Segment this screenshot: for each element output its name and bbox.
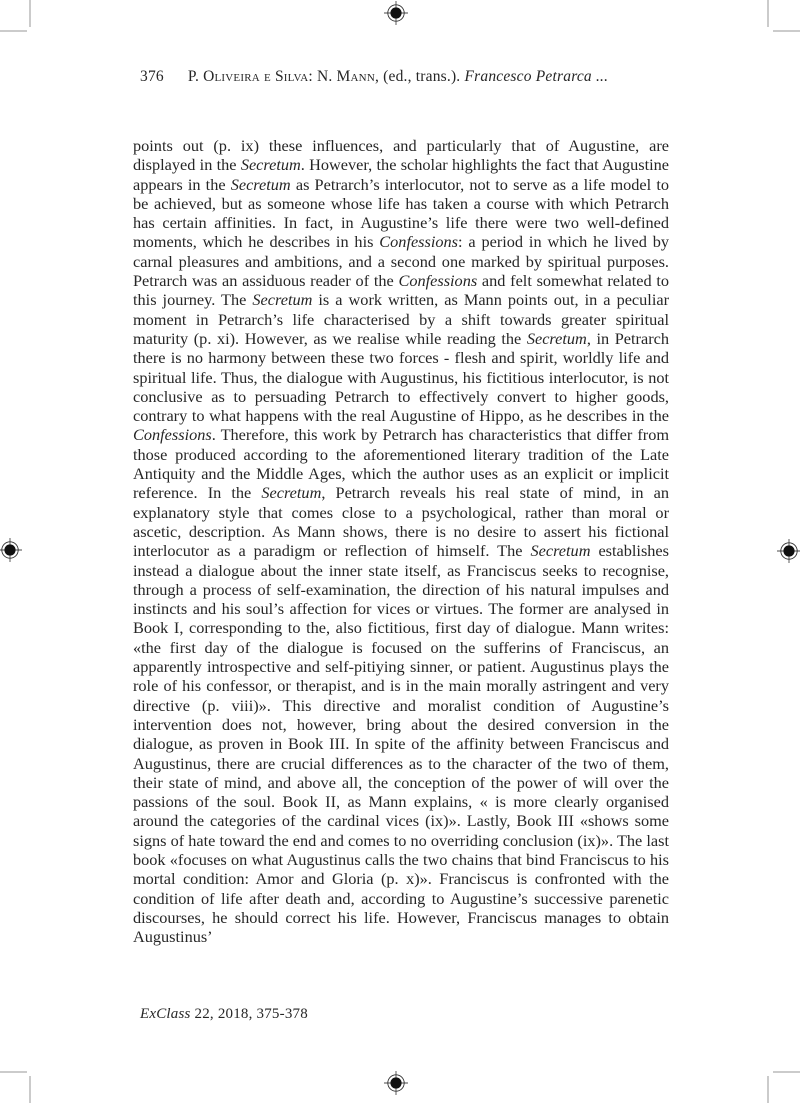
review-body-paragraph: points out (p. ix) these influences, and particularly that of Augustine, are displayed in the Secretum. However, the scholar highlights the fact that Augustine appears in the Secretum as Petrarch’s interlocutor, not to serve as a life model to be achieved, but as someone whose life has taken a course with which Petrarch has certain affinities. In fact, in Augustine’s life there were two well-defined moments, which he describes in his Confessions: a period in which he lived by carnal pleasures and ambitions, and a second one marked by spiritual purposes. Petrarch was an assiduous reader of the Confessions and felt somewhat related to this journey. The Secretum is a work written, as Mann points out, in a peculiar moment in Petrarch’s life characterised by a shift towards greater spiritual maturity (p. xi). However, as we realise while reading the Secretum, in Petrarch there is no harmony between these two forces - flesh and spirit, worldly life and spiritual life. Thus, the dialogue with Augustinus, his fictitious interlocutor, is not conclusive as to persuading Petrarch to effectively convert to higher goods, contrary to what happens with the real Augustine of Hippo, as he describes in the Confessions. Therefore, this work by Petrarch has characteristics that differ from those produced according to the aforementioned literary tradition of the Late Antiquity and the Middle Ages, which the author uses as an explicit or implicit reference. In the Secretum, Petrarch reveals his real state of mind, in an explanatory style that comes close to a psychological, rather than moral or ascetic, description. As Mann shows, there is no desire to assert his fictional interlocutor as a paradigm or reflection of himself. The Secretum establishes instead a dialogue about the inner state itself, as Franciscus seeks to recognise, through a process of self-examination, the direction of his natural impulses and instincts and his soul’s affection for vices or virtues. The former are analysed in Book I, corresponding to the, also fictitious, first day of dialogue. Mann writes: «the first day of the dialogue is focused on the sufferins of Franciscus, an apparently introspective and self-pitiying sinner, or patient. Augustinus plays the role of his confessor, or therapist, and is in the main morally astringent and very directive (p. viii)». This directive and moralist condition of Augustine’s intervention does not, however, bring about the desired conversion in the dialogue, as proven in Book III. In spite of the affinity between Franciscus and Augustinus, there are crucial differences as to the character of the two of them, their state of mind, and above all, the conception of the power of will over the passions of the soul. Book II, as Mann explains, « is more clearly organised around the categories of the cardinal vices (ix)». Lastly, Book III «shows some signs of hate toward the end and comes to no overriding conclusion (ix)». The last book «focuses on what Augustinus calls the two chains that bind Franciscus to his mortal condition: Amor and Gloria (p. x)». Franciscus is confronted with the condition of life after death and, according to Augustine’s successive parenetic discourses, he should correct his life. However, Franciscus manages to obtain Augustinus’ bbox=[133, 136, 669, 947]
crop-mark-top-left-vertical bbox=[29, 0, 31, 27]
journal-citation: ExClass 22, 2018, 375-378 bbox=[140, 1006, 308, 1022]
registration-target-icon bbox=[384, 1071, 408, 1095]
registration-target-icon bbox=[384, 1, 408, 25]
crop-mark-top-right-vertical bbox=[767, 0, 769, 27]
crop-mark-bottom-right-vertical bbox=[767, 1076, 769, 1103]
crop-mark-bottom-left-vertical bbox=[29, 1076, 31, 1103]
running-head bbox=[140, 68, 680, 86]
page-number: 376 bbox=[140, 68, 164, 85]
registration-target-icon bbox=[777, 539, 800, 563]
crop-mark-top-left-horizontal bbox=[0, 30, 27, 32]
registration-target-icon bbox=[0, 538, 22, 562]
crop-mark-bottom-left-horizontal bbox=[0, 1071, 27, 1073]
crop-mark-bottom-right-horizontal bbox=[773, 1071, 800, 1073]
crop-mark-top-right-horizontal bbox=[773, 30, 800, 32]
running-head-title: P. Oliveira e Silva: N. Mann, (ed., trans.). Francesco Petrarca ... bbox=[187, 68, 609, 85]
